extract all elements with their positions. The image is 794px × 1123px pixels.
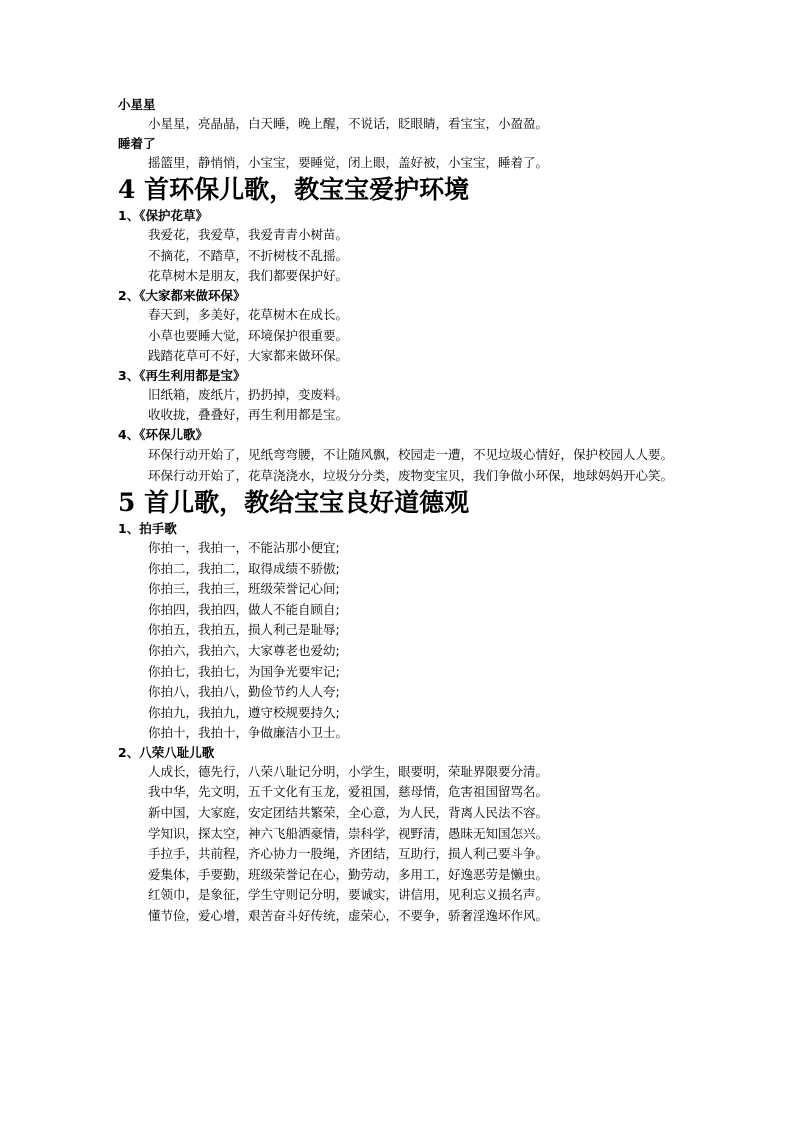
song-line: 你拍三，我拍三，班级荣誉记心间; [148, 581, 340, 597]
song-line: 花草树木是朋友，我们都要保护好。 [148, 268, 349, 284]
song-line: 你拍五，我拍五，损人利己是耻辱; [148, 622, 340, 638]
song-paragraph: 环保行动开始了，花草浇浇水，垃圾分分类，废物变宝贝，我们争做小环保，地球妈妈开心笑。 [148, 467, 674, 483]
song-line: 春天到，多美好，花草树木在成长。 [148, 306, 349, 322]
section-heading-morality: 5 首儿歌，教给宝宝良好道德观 [118, 487, 470, 517]
song-title: 2、八荣八耻儿歌 [118, 744, 215, 760]
song-line: 收收拢，叠叠好，再生利用都是宝。 [148, 407, 349, 423]
song-line: 旧纸箱，废纸片，扔扔掉，变废料。 [148, 386, 349, 402]
song-line: 你拍四，我拍四，做人不能自顾自; [148, 601, 340, 617]
song-title: 2、《大家都来做环保》 [118, 287, 246, 303]
song-line: 红领巾，是象征，学生守则记分明，要诚实，讲信用，见利忘义损名声。 [148, 887, 549, 903]
song-line: 不摘花，不踏草，不折树枝不乱摇。 [148, 247, 349, 263]
poem-line: 摇篮里，静悄悄，小宝宝，要睡觉，闭上眼，盖好被，小宝宝，睡着了。 [148, 154, 549, 170]
song-title: 1、《保护花草》 [118, 208, 208, 224]
song-title: 3、《再生利用都是宝》 [118, 367, 246, 383]
poem-title-shuizhaole: 睡着了 [118, 135, 156, 151]
poem-line: 小星星，亮晶晶，白天睡，晚上醒，不说话，眨眼睛，看宝宝，小盈盈。 [148, 116, 549, 131]
song-line: 懂节俭，爱心增，艰苦奋斗好传统，虚荣心，不要争，骄奢淫逸坏作风。 [148, 908, 549, 924]
section-heading-environment: 4 首环保儿歌，教宝宝爱护环境 [118, 175, 470, 205]
song-line: 你拍六，我拍六，大家尊老也爱幼; [148, 642, 340, 658]
song-line: 学知识，探太空，神六飞船洒豪情，崇科学，视野清，愚昧无知国怎兴。 [148, 825, 549, 841]
song-line: 你拍二，我拍二，取得成绩不骄傲; [148, 560, 340, 576]
song-line: 你拍七，我拍七，为国争光要牢记; [148, 663, 340, 679]
song-line: 我爱花，我爱草，我爱青青小树苗。 [148, 227, 349, 243]
song-line: 践踏花草可不好，大家都来做环保。 [148, 348, 349, 364]
song-line: 我中华，先文明，五千文化有玉龙，爱祖国，慈母情，危害祖国留骂名。 [148, 784, 549, 800]
song-line: 人成长，德先行，八荣八耻记分明，小学生，眼要明，荣耻界限要分清。 [148, 763, 549, 779]
song-line: 手拉手，共前程，齐心协力一股绳，齐团结，互助行，损人利己要斗争。 [148, 846, 549, 862]
song-title: 1、拍手歌 [118, 520, 177, 536]
song-line: 新中国，大家庭，安定团结共繁荣，全心意，为人民，背离人民法不容。 [148, 805, 549, 821]
song-line: 你拍一，我拍一，不能沾那小便宜; [148, 539, 340, 555]
song-line: 爱集体，手要勤，班级荣誉记在心，勤劳动，多用工，好逸恶劳是懒虫。 [148, 866, 549, 882]
song-line: 你拍九，我拍九，遵守校规要持久; [148, 704, 340, 720]
song-paragraph: 环保行动开始了，见纸弯弯腰，不让随风飘，校园走一遭，不见垃圾心情好，保护校园人人要。 [148, 446, 674, 462]
song-line: 你拍十，我拍十，争做廉洁小卫士。 [148, 725, 349, 741]
poem-title-xiaoxingxing: 小星星 [118, 97, 156, 112]
song-line: 小草也要睡大觉，环境保护很重要。 [148, 327, 349, 343]
song-title: 4、《环保儿歌》 [118, 426, 208, 442]
song-line: 你拍八，我拍八，勤俭节约人人夸; [148, 684, 340, 700]
